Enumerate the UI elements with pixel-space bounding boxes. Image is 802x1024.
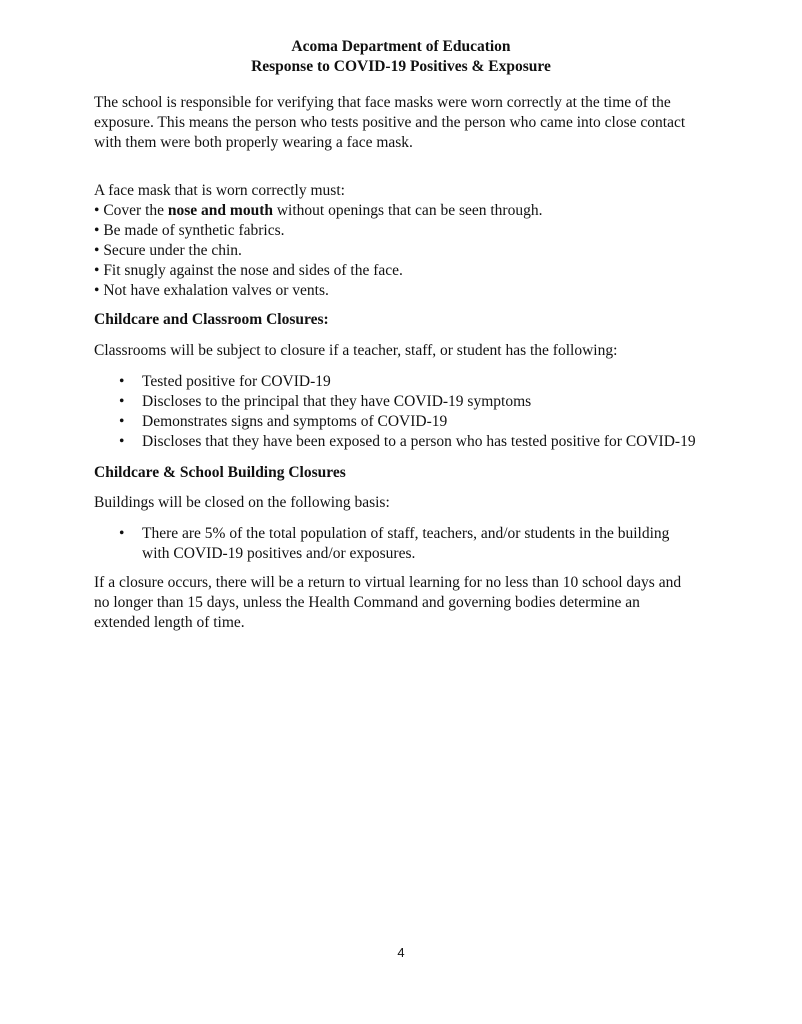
closing-line: extended length of time. xyxy=(94,614,245,631)
bullet: • xyxy=(119,525,125,542)
building-item-line: There are 5% of the total population of staff, teachers, and/or students in the building xyxy=(142,525,670,542)
bullet: • xyxy=(119,413,125,430)
bullet: • xyxy=(94,202,100,219)
intro-line: with them were both properly wearing a face mask. xyxy=(94,134,413,151)
page-number: 4 xyxy=(397,945,405,960)
mask-item-text: Secure under the chin. xyxy=(103,242,242,259)
mask-lead: A face mask that is worn correctly must: xyxy=(94,182,345,199)
classroom-item: Discloses that they have been exposed to a person who has tested positive for COVID-19 xyxy=(142,433,696,450)
document-title: Acoma Department of Education xyxy=(291,38,511,55)
mask-item-text: Cover the xyxy=(103,202,168,219)
classroom-item: Tested positive for COVID-19 xyxy=(142,373,331,390)
mask-item xyxy=(94,221,734,241)
classroom-item: Discloses to the principal that they have COVID-19 symptoms xyxy=(142,393,532,410)
intro-line: The school is responsible for verifying that face masks were worn correctly at the time of the xyxy=(94,94,671,111)
bullet: • xyxy=(94,262,100,279)
bullet: • xyxy=(119,373,125,390)
building-item-line: with COVID-19 positives and/or exposures. xyxy=(142,545,416,562)
closing-paragraph xyxy=(94,573,734,633)
closing-line: no longer than 15 days, unless the Health Command and governing bodies determine an xyxy=(94,594,640,611)
mask-item xyxy=(94,241,734,261)
mask-item-text: Not have exhalation valves or vents. xyxy=(103,282,329,299)
building-lead: Buildings will be closed on the following basis: xyxy=(94,494,390,511)
bullet: • xyxy=(119,433,125,450)
mask-item-text: without openings that can be seen through. xyxy=(272,202,543,219)
closing-line: If a closure occurs, there will be a return to virtual learning for no less than 10 school days and xyxy=(94,574,682,591)
classroom-heading: Childcare and Classroom Closures: xyxy=(94,311,329,328)
intro-paragraph xyxy=(94,93,734,153)
mask-item xyxy=(94,201,734,221)
classroom-lead: Classrooms will be subject to closure if a teacher, staff, or student has the following: xyxy=(94,342,618,359)
bullet: • xyxy=(94,242,100,259)
classroom-item: Demonstrates signs and symptoms of COVID-19 xyxy=(142,413,448,430)
intro-line: exposure. This means the person who tests positive and the person who came into close contact xyxy=(94,114,686,131)
document-subtitle: Response to COVID-19 Positives & Exposure xyxy=(251,58,551,75)
mask-item xyxy=(94,261,734,281)
mask-item-text: Be made of synthetic fabrics. xyxy=(103,222,285,239)
mask-item-bold: nose and mouth xyxy=(167,202,273,219)
mask-item-text: Fit snugly against the nose and sides of the face. xyxy=(103,262,403,279)
bullet: • xyxy=(94,222,100,239)
building-heading: Childcare & School Building Closures xyxy=(94,464,346,481)
mask-requirements xyxy=(94,181,734,301)
bullet: • xyxy=(119,393,125,410)
mask-item xyxy=(94,281,734,301)
bullet: • xyxy=(94,282,100,299)
